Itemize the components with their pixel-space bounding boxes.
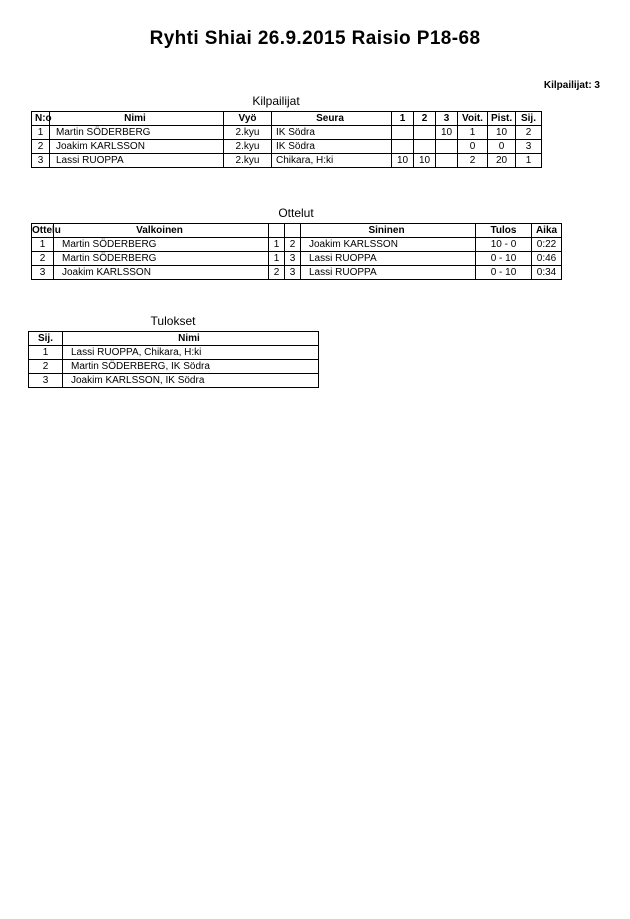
results-table: [28, 331, 319, 388]
column-header-no: N:o: [32, 112, 50, 126]
cell-points: 20: [488, 154, 516, 168]
competitor-count-label: Kilpailijat: 3: [543, 80, 600, 91]
column-header-match-2: 2: [414, 112, 436, 126]
cell-club: IK Södra: [272, 140, 392, 154]
cell-wins: 0: [458, 140, 488, 154]
cell-white: Martin SÖDERBERG: [54, 252, 269, 266]
cell-time: 0:46: [532, 252, 562, 266]
cell-match-1: [392, 126, 414, 140]
table-row: [32, 252, 562, 266]
column-header-points: Pist.: [488, 112, 516, 126]
table-header-row: [32, 112, 542, 126]
cell-blue-no: 3: [285, 252, 301, 266]
cell-name: Joakim KARLSSON: [50, 140, 224, 154]
competitors-table: [31, 111, 542, 168]
table-row: [29, 360, 319, 374]
table-row: [32, 238, 562, 252]
cell-match-3: [436, 140, 458, 154]
cell-rank: 3: [516, 140, 542, 154]
table-row: [32, 266, 562, 280]
table-header-row: [32, 224, 562, 238]
table-header-row: [29, 332, 319, 346]
cell-result: 0 - 10: [476, 266, 532, 280]
cell-match-number: 2: [32, 252, 54, 266]
cell-blue-no: 3: [285, 266, 301, 280]
cell-belt: 2.kyu: [224, 126, 272, 140]
column-header-time: Aika: [532, 224, 562, 238]
cell-name: Joakim KARLSSON, IK Södra: [63, 374, 319, 388]
table-row: [29, 346, 319, 360]
cell-rank: 1: [29, 346, 63, 360]
cell-white-no: 1: [269, 252, 285, 266]
cell-no: 1: [32, 126, 50, 140]
cell-time: 0:22: [532, 238, 562, 252]
column-header-wins: Voit.: [458, 112, 488, 126]
column-header-rank: Sij.: [516, 112, 542, 126]
cell-club: IK Södra: [272, 126, 392, 140]
cell-rank: 1: [516, 154, 542, 168]
cell-points: 10: [488, 126, 516, 140]
column-header-blue: Sininen: [301, 224, 476, 238]
cell-club: Chikara, H:ki: [272, 154, 392, 168]
cell-match-1: [392, 140, 414, 154]
column-header-result: Tulos: [476, 224, 532, 238]
cell-rank: 3: [29, 374, 63, 388]
matches-table: [31, 223, 562, 280]
cell-blue: Lassi RUOPPA: [301, 252, 476, 266]
cell-no: 2: [32, 140, 50, 154]
cell-match-2: [414, 126, 436, 140]
cell-name: Lassi RUOPPA: [50, 154, 224, 168]
cell-match-2: 10: [414, 154, 436, 168]
cell-wins: 2: [458, 154, 488, 168]
cell-match-1: 10: [392, 154, 414, 168]
cell-name: Lassi RUOPPA, Chikara, H:ki: [63, 346, 319, 360]
column-header-club: Seura: [272, 112, 392, 126]
cell-match-number: 3: [32, 266, 54, 280]
results-section-title: Tulokset: [150, 314, 196, 328]
cell-white: Martin SÖDERBERG: [54, 238, 269, 252]
cell-match-number: 1: [32, 238, 54, 252]
column-header-name: Nimi: [50, 112, 224, 126]
cell-result: 0 - 10: [476, 252, 532, 266]
column-header-belt: Vyö: [224, 112, 272, 126]
results-section: [28, 314, 318, 388]
cell-white: Joakim KARLSSON: [54, 266, 269, 280]
cell-white-no: 1: [269, 238, 285, 252]
table-row: [32, 140, 542, 154]
cell-name: Martin SÖDERBERG, IK Södra: [63, 360, 319, 374]
competitors-section-title: Kilpailijat: [252, 94, 300, 108]
column-header-white-no: [269, 224, 285, 238]
column-header-white: Valkoinen: [54, 224, 269, 238]
cell-match-2: [414, 140, 436, 154]
column-header-match-3: 3: [436, 112, 458, 126]
column-header-match-number: Ottelu: [32, 225, 61, 236]
table-row: [29, 374, 319, 388]
cell-time: 0:34: [532, 266, 562, 280]
cell-name: Martin SÖDERBERG: [50, 126, 224, 140]
column-header-name: Nimi: [63, 332, 319, 346]
page-title: Ryhti Shiai 26.9.2015 Raisio P18-68: [149, 28, 481, 49]
table-row: [32, 126, 542, 140]
column-header-blue-no: [285, 224, 301, 238]
cell-belt: 2.kyu: [224, 140, 272, 154]
column-header-rank: Sij.: [29, 332, 63, 346]
cell-white-no: 2: [269, 266, 285, 280]
column-header-match-1: 1: [392, 112, 414, 126]
cell-rank: 2: [516, 126, 542, 140]
cell-belt: 2.kyu: [224, 154, 272, 168]
matches-section-title: Ottelut: [278, 206, 314, 220]
cell-no: 3: [32, 154, 50, 168]
table-row: [32, 154, 542, 168]
matches-section: [31, 206, 561, 280]
cell-match-3: 10: [436, 126, 458, 140]
cell-blue-no: 2: [285, 238, 301, 252]
competitors-section: [31, 94, 536, 168]
cell-rank: 2: [29, 360, 63, 374]
cell-points: 0: [488, 140, 516, 154]
cell-blue: Lassi RUOPPA: [301, 266, 476, 280]
cell-result: 10 - 0: [476, 238, 532, 252]
cell-match-3: [436, 154, 458, 168]
cell-blue: Joakim KARLSSON: [301, 238, 476, 252]
cell-wins: 1: [458, 126, 488, 140]
